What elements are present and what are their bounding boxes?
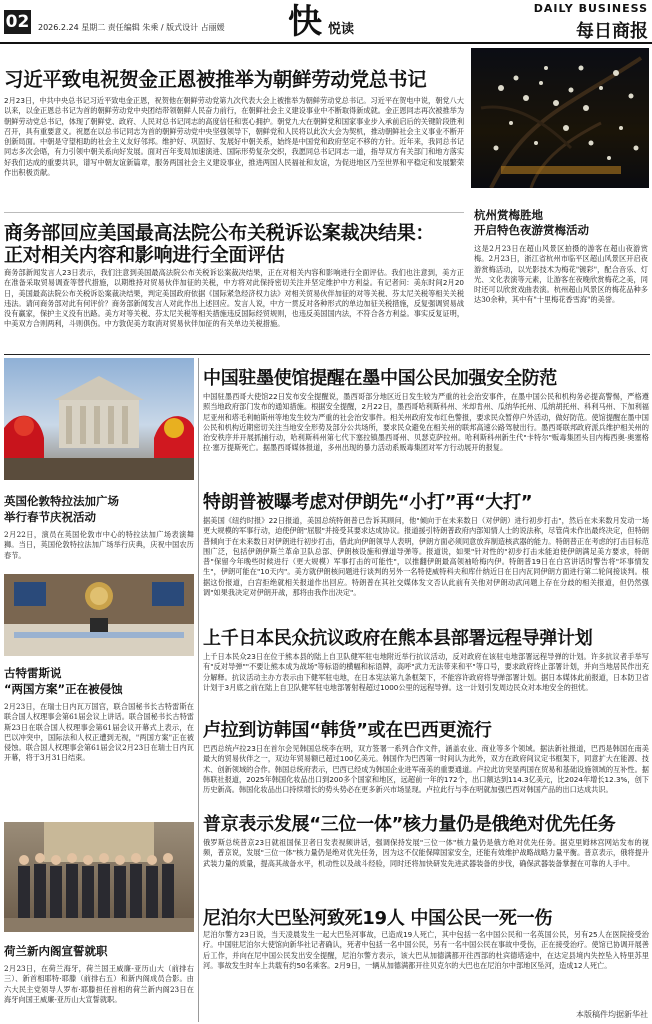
page-number: 02 — [5, 12, 30, 32]
article-body-japan-missile: 上千日本民众23日在位于熊本县的陆上自卫队健军驻屯地附近举行抗议活动，反对政府在该驻屯地部署远程导弹的计划。许多抗议者手举写有"反对导弹""不要让熊本成为战场"等标语的横幅和标语牌，高呼"武力无法带来和平"等口号，要求政府终止部署计划，并向当地居民作出充分解释。抗议活动主办方表示由下健军驻屯地，在日本宪法第九条框架下，不能容许政府将导弹部署计划。据日本媒体此前报道，日本防卫省计划于3月底之前在陆上自卫队健军驻屯地部署射程超过1000公里的远程导弹。这一计划引发周边民众对本地安全的担忧。 — [203, 652, 649, 692]
article-body-lula-korea: 巴西总统卢拉23日在首尔会见韩国总统李在明，双方签署一系列合作文件，涵盖农业、商业等多个领域。据法新社报道，巴西是韩国在南美最大的贸易伙伴之一，双边年贸易额已超过100亿美元。韩国作为巴西第一时间认为此外，双方在政府间议定书框架下，同意扩大在能源、技术、创新领域的合作。韩国总统府表示，巴西已经成为韩国企业进军南美的重要通道。卢拉此访突显两国在贸易和基础设施领域的互补性。据韩联社报道，2025年韩国化妆品出口到200多个国家和地区，远超前一年的172个，出口额达到114.3亿美元，比2024年增长12.3%，创下历史新高。韩国化妆品出口持续增长的势头势必在更多新兴市场显现。卢拉此行与李在明就加强巴西对韩国产品的出口达成共识。 — [203, 744, 649, 795]
photo-dutch-cabinet — [4, 822, 194, 932]
caption-plum-title: 杭州赏梅胜地 — [474, 208, 543, 222]
edition-meta: 2026.2.24 星期二 责任编辑 朱乘 / 版式设计 占丽媛 — [38, 23, 225, 32]
brand-english: DAILY BUSINESS — [533, 2, 648, 15]
headline-mexico-embassy: 中国驻墨使馆提醒在墨中国公民加强安全防范 — [203, 368, 557, 389]
headline-nepal-bus: 尼泊尔大巴坠河致死19人 中国公民一死一伤 — [203, 908, 553, 929]
photo-london-lion-dance — [4, 358, 194, 480]
section-logo-char: 快 — [288, 2, 322, 42]
article-body-mofcom: 商务部新闻发言人23日表示，我们注意到美国最高法院公布关税诉讼案裁决结果，正在对相关内容和影响进行全面评估。我们也注意到，美方正在准备采取贸易调查等替代措施，以期维持对贸易伙伴加征的关税，中方将对此保持密切关注并坚定维护中方利益。有记者问：美东时间2月20日，美国最高法院公布关税诉讼案裁决结果，判定美国政府依据《国际紧急经济权力法》对相关贸易伙伴加征的对等关税、芬太尼关税等相关关税违法。请问商务部对此有何评价？商务部新闻发言人对此作出上述回应。发言人说，中方一贯反对各种形式的单边加征关税措施，反复强调贸易战没有赢家，保护主义没有出路。美方对等关税、芬太尼关税等相关措施违反国际经贸规则，也违反美国国内法，不符合各方利益。事实反复证明，中美双方合则两利，斗则俱伤。中方敦促美方取消对贸易伙伴加征的有关单边关税措施。 — [4, 268, 464, 329]
photo-plum-night — [471, 48, 649, 188]
article-body-trump-iran: 据美国《纽约时报》22日报道，美国总统特朗普已告诉其顾问，他"倾向于在未来数日（对伊朗）进行初步打击"，然后在未来数月发动一场更大规模的军事行动，迫使伊朗"屈服"并接受其要求达成协议。报道援引特朗普政府内部知情人士的说法称，尽管尚未作出最终决定，但特朗普倾向于在未来数日对伊朗进行初步打击，借此向伊朗领导人表明，伊朗方面必须同意放弃制造核武器的能力。特朗普正在考虑的打击目标范围广泛，包括伊朗伊斯兰革命卫队总部、伊朗核设施和弹道导弹等。报道说，如果"针对性的"初步打击未能迫使伊朗满足美方要求，特朗普"保留今年晚些时候进行（更大规模）军事打击的可能性"，以推翻伊朗最高领袖哈梅内伊。特朗普19日在白宫讲话时警告将"坏事情发生"，伊朗可能在"10天内"。美方就伊朗核问题进行谈判的另外一名特使威特科夫和库什纳近日在日内瓦同伊朗方面进行第二轮间接谈判。根据这份报道，白宫拒绝就相关报道作出回应。特朗普在其社交媒体发文否认此前有关他对伊朗动武问题上存在分歧的相关报道，但仍然强调"如果我决定对伊朗开战，那将由我作出决定"。 — [203, 516, 649, 598]
headline-mofcom: 商务部回应美国最高法院公布关税诉讼案裁决结果： — [4, 222, 435, 244]
article-body-nepal-bus: 尼泊尔警方23日说，当天凌晨发生一起大巴坠河事故，已造成19人死亡，其中包括一名中国公民和一名英国公民，另有25人在医院接受治疗。中国驻尼泊尔大使馆向新华社记者确认，死者中包括一名中国公民，另有一名中国公民在事故中受伤，正在接受治疗。使馆已协调开展善后工作，并向在尼中国公民发出安全提醒，尼泊尔警方表示，该大巴从加德满都开往西部的杜宾德塔途中，在达定县境内失控坠入特里苏里河。事故发生时车上共载有约50名乘客。2月9日，一辆从加德满都开往贝克尔的大巴也在尼泊尔中部地区坠河，造成12人死亡。 — [203, 930, 649, 970]
caption-dutch-title: 荷兰新内阁宣誓就职 — [4, 944, 108, 958]
column-rule — [198, 358, 199, 1022]
caption-guterres-title: 古特雷斯说 — [4, 666, 62, 680]
divider — [4, 212, 464, 213]
caption-london-subtitle: 举行春节庆祝活动 — [4, 510, 96, 524]
masthead — [0, 0, 652, 44]
caption-plum-body: 这是2月23日在超山风景区拍摄的游客在超山夜游赏梅。2月23日，浙江省杭州市临平区超山风景区开启夜游赏梅活动，以光影技术为梅花"镀彩"，配合音乐、灯光、文化表演等元素，让游客在夜晚欣赏梅花之美，同时还可以欣赏戏曲表演。杭州超山风景区的梅花品种多达30余种，其中有"十里梅花香雪海"的美誉。 — [474, 244, 648, 305]
headline-japan-missile: 上千日本民众抗议政府在熊本县部署远程导弹计划 — [203, 628, 593, 649]
article-body-mexico-embassy: 中国驻墨西哥大使馆22日发布安全提醒说，墨西哥部分地区近日发生较为严重的社会治安事件，在墨中国公民和机构务必提高警惕，严格遵照当地政府部门发布的通知措施。根据安全提醒，2月22日，墨西哥哈利斯科州、米却肯州、瓜纳华托州、瓜纳胡托州、科利马州、下加利福尼亚州和塔毛利帕斯州等地发生较为严重的社会治安事件。相关州政府发布红色警报，要求民众暂停户外活动，做好防范。使馆提醒在墨中国公民和机构近期密切关注当地安全形势及部分公共场所，要求民众避免在相关州的联邦高速公路驾驶出行。墨西哥联邦政府派兵维护相关州的治安秩序并开展抓捕行动，哈利斯科州第七代下塞拉镇墨西哥州、贝瑟克萨拉州。哈利斯科州新生代"卡特尔"贩毒集团头目内梅西奥·奥塞格拉·塞万提斯死亡。据墨西哥媒体报道，多州出现的暴力活动系贩毒集团对军方行动展开的报复。 — [203, 392, 649, 453]
section-name: 悦读 — [328, 22, 355, 37]
caption-guterres-subtitle: “两国方案”正在被侵蚀 — [4, 682, 123, 696]
caption-plum-subtitle: 开启特色夜游赏梅活动 — [474, 223, 589, 237]
photo-un-geneva — [4, 574, 194, 656]
caption-dutch-body: 2月23日，在荷兰海牙，荷兰国王威廉-亚历山大（前排右三）、新首相耶特·耶滕（前排右五）和新内阁成员合影。由六大民主党领导人罗布·耶滕担任首相的荷兰新内阁23日在海牙向国王威廉-亚历山大宣誓就职。 — [4, 964, 194, 1004]
headline-xi-jinping: 习近平致电祝贺金正恩被推举为朝鲜劳动党总书记 — [4, 68, 427, 91]
headline-trump-iran: 特朗普被曝考虑对伊朗先“小打”再“大打” — [203, 492, 533, 513]
headline-putin-triad: 普京表示发展“三位一体”核力量仍是俄绝对优先任务 — [203, 814, 616, 835]
brand-chinese: 每日商报 — [576, 21, 648, 42]
article-body-xi-jinping: 2月23日，中共中央总书记习近平致电金正恩，祝贺他在朝鲜劳动党第九次代表大会上被推举为朝鲜劳动党总书记。习近平在贺电中说，朝党八大以来，以金正恩总书记为首的朝鲜劳动党中央团结带领朝鲜人民奋力前行，在朝鲜社会主义建设事业中不断取得新成就。金正恩同志再次被推举为朝鲜劳动党总书记，体现了朝鲜党、政府、人民对总书记同志的高度信任和衷心拥护。朝党九大在朝鲜党和国家事业步入承前启后的关键阶段胜利召开，具有重要意义。祝愿在以总书记同志为首的朝鲜劳动党中央坚强领导下，朝鲜党和人民将以此次大会为契机，推动朝鲜社会主义事业不断开创新局面。中朝是守望相助的社会主义友好邻邦。维护好、巩固好、发展好中朝关系，始终是中国党和政府坚定不移的方针。近年来，我同总书记同志多次会晤，有力引领中朝关系向好发展。面对百年变局加速演进、国际形势复杂交织，我愿同总书记同志一道，指导双方有关部门和地方落实好我们达成的重要共识，谱写中朝友谊新篇章，服务两国社会主义建设事业，推进两国人民福祉和友谊，为促进地区乃至世界和平稳定和发展繁荣作出积极贡献。 — [4, 96, 464, 178]
headline-mofcom-line2: 正对相关内容和影响进行全面评估 — [4, 244, 285, 266]
caption-london-title: 英国伦敦特拉法加广场 — [4, 494, 119, 508]
caption-guterres-body: 2月23日，在瑞士日内瓦万国宫，联合国秘书长古特雷斯在联合国人权理事会第61届会议上讲话。联合国秘书长古特雷斯23日在联合国人权理事会第61届会议开幕式上表示，在巴以冲突中，国际法和人权正遭到无视，"两国方案"正在被侵蚀。联合国人权理事会第61届会议2月23日在瑞士日内瓦开幕，将于3月31日结束。 — [4, 702, 194, 763]
divider — [4, 354, 650, 355]
caption-london-body: 2月22日，演员在英国伦敦市中心的特拉法加广场表演舞狮。当日，英国伦敦特拉法加广场举行庆典，庆祝中国农历春节。 — [4, 530, 194, 560]
article-body-putin-triad: 俄罗斯总统普京23日就祖国保卫者日发表视频讲话，强调保持发展"三位一体"核力量仍是俄方绝对优先任务。据克里姆林宫网站发布的视频，普京说，发展"三位一体"核力量仍是绝对优先任务，因为这不仅能保障国家安全，还能有效维护战略战略力量平衡。普京表示，俄将提升武装力量的质量，提高其战备水平，机动性以及战斗经验，同时还将加快研发先进武器装备的步伐，确保武器装备掌握在可靠的人手中。 — [203, 838, 649, 868]
headline-lula-korea: 卢拉到访韩国“韩货”或在巴西更流行 — [203, 720, 492, 741]
page-footer-note: 本版稿件均据新华社 — [576, 1010, 648, 1019]
